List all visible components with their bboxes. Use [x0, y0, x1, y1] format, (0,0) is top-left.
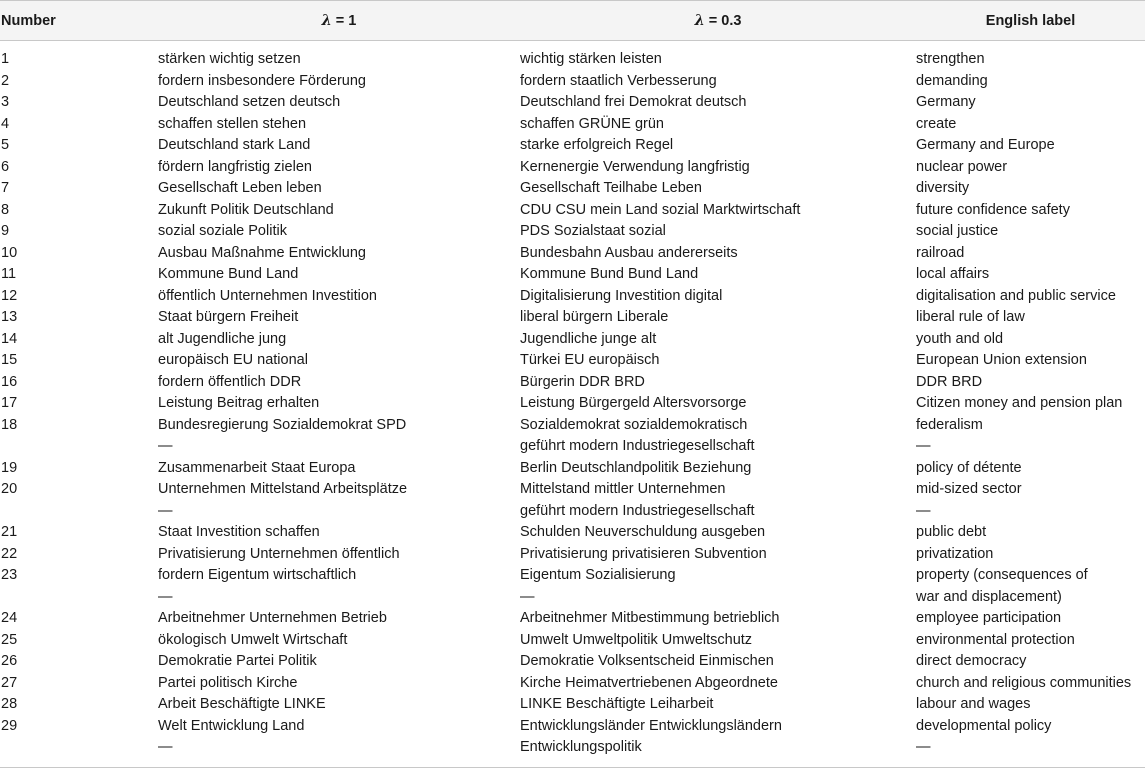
- lambda-0-3-terms: [520, 200, 916, 222]
- table-row: [0, 479, 1145, 522]
- lambda-1-terms: [158, 372, 520, 394]
- lambda-1-terms-line: Deutschland setzen deutsch: [158, 94, 341, 110]
- lambda-1-terms-line: fordern insbesondere Förderung: [158, 72, 366, 89]
- lambda-0-3-terms: [520, 221, 916, 243]
- english-label-line: future confidence safety: [916, 201, 1070, 218]
- row-number: 28: [1, 696, 18, 712]
- english-label: [916, 41, 1145, 71]
- row-number: 14: [1, 330, 18, 347]
- lambda-0-3-terms: [520, 673, 916, 695]
- lambda-0-3-terms: [520, 178, 916, 200]
- lambda-0-3-terms: [520, 135, 916, 157]
- lambda-0-3-terms-line: Bürgerin DDR BRD: [520, 373, 645, 390]
- lambda-0-3-terms-line: CDU CSU mein Land sozial Marktwirtschaft: [520, 201, 801, 218]
- row-number: 22: [1, 545, 18, 562]
- english-label: [916, 544, 1145, 566]
- lambda-1-terms-line: fördern langfristig zielen: [158, 158, 312, 175]
- row-number: 3: [1, 94, 10, 110]
- lambda-1-terms-line: fordern Eigentum wirtschaftlich: [158, 567, 357, 583]
- lambda-1-terms-line: Deutschland stark Land: [158, 137, 311, 153]
- lambda-1-terms-line: Privatisierung Unternehmen öffentlich: [158, 545, 400, 562]
- lambda-0-3-terms: [520, 393, 916, 415]
- row-number: 21: [1, 524, 18, 540]
- lambda-1-terms-line: Gesellschaft Leben leben: [158, 180, 322, 196]
- english-label: [916, 286, 1145, 308]
- lambda-1-terms: [158, 716, 520, 768]
- row-number: 27: [1, 674, 18, 691]
- lambda-0-3-terms-line: Digitalisierung Investition digital: [520, 287, 723, 304]
- lambda-0-3-terms-line: Eigentum Sozialisierung: [520, 567, 676, 583]
- table-row: [0, 178, 1145, 200]
- english-label: [916, 458, 1145, 480]
- table-row: [0, 608, 1145, 630]
- lambda-0-3-terms: [520, 286, 916, 308]
- lambda-0-3-terms: [520, 458, 916, 480]
- lambda-0-3-terms-line: Schulden Neuverschuldung ausgeben: [520, 524, 766, 540]
- row-number: 16: [1, 373, 18, 390]
- lambda-0-3-terms: [520, 479, 916, 522]
- lambda-1-terms: [158, 479, 520, 522]
- lambda-1-terms-line: stärken wichtig setzen: [158, 51, 301, 67]
- lambda-1-terms: [158, 673, 520, 695]
- lambda-0-3-terms: [520, 350, 916, 372]
- lambda-1-terms-line: europäisch EU national: [158, 352, 308, 368]
- lambda-0-3-terms-line: Türkei EU europäisch: [520, 352, 660, 368]
- lambda-1-terms-line: Leistung Beitrag erhalten: [158, 395, 320, 411]
- lambda-0-3-terms: [520, 565, 916, 608]
- lambda-1-terms-line: —: [158, 502, 173, 519]
- row-number: 29: [0, 716, 158, 768]
- lambda-1-terms-line: Arbeit Beschäftigte LINKE: [158, 696, 326, 712]
- english-label: [916, 92, 1145, 114]
- lambda-1-terms: [158, 114, 520, 136]
- english-label: [916, 221, 1145, 243]
- row-number: 15: [1, 352, 18, 368]
- lambda-0-3-terms-line: Deutschland frei Demokrat deutsch: [520, 94, 747, 110]
- english-label-line: digitalisation and public service: [916, 287, 1116, 304]
- row-number: 13: [1, 309, 18, 325]
- lambda-1-terms-line: Staat Investition schaffen: [158, 524, 320, 540]
- lambda-0-3-terms-line: Kirche Heimatvertriebenen Abgeordnete: [520, 674, 778, 691]
- lambda-1-terms-line: öffentlich Unternehmen Investition: [158, 287, 377, 304]
- lambda-value: = 1: [331, 13, 357, 29]
- table-row: [0, 286, 1145, 308]
- table-row: [0, 221, 1145, 243]
- lambda-0-3-terms-line: PDS Sozialstaat sozial: [520, 223, 666, 239]
- lambda-0-3-terms-line: Umwelt Umweltpolitik Umweltschutz: [520, 631, 753, 648]
- lambda-0-3-terms: [520, 157, 916, 179]
- english-label: [916, 630, 1145, 652]
- lambda-0-3-terms-line: Leistung Bürgergeld Altersvorsorge: [520, 395, 747, 411]
- english-label: [916, 716, 1145, 768]
- english-label-line: demanding: [916, 72, 988, 89]
- lambda-1-terms: [158, 71, 520, 93]
- table-row: [0, 329, 1145, 351]
- english-label: [916, 522, 1145, 544]
- table-row: [0, 157, 1145, 179]
- lambda-0-3-terms: [520, 415, 916, 458]
- lambda-0-3-terms: [520, 92, 916, 114]
- table-row: [0, 307, 1145, 329]
- lambda-1-terms: [158, 694, 520, 716]
- row-number: 5: [1, 137, 10, 153]
- english-label-line: diversity: [916, 180, 970, 196]
- lambda-0-3-terms-line: Gesellschaft Teilhabe Leben: [520, 180, 702, 196]
- row-number: 17: [1, 395, 18, 411]
- lambda-0-3-terms-line: Entwicklungspolitik: [520, 739, 642, 755]
- lambda-1-terms: [158, 221, 520, 243]
- lambda-0-3-terms-line: Jugendliche junge alt: [520, 330, 657, 347]
- lambda-1-terms-line: Zusammenarbeit Staat Europa: [158, 459, 356, 476]
- english-label-line: developmental policy: [916, 717, 1052, 734]
- english-label-line: mid-sized sector: [916, 481, 1022, 497]
- lambda-1-terms: [158, 608, 520, 630]
- english-label: [916, 178, 1145, 200]
- table-row: [0, 350, 1145, 372]
- table-row: [0, 372, 1145, 394]
- lambda-0-3-terms: [520, 544, 916, 566]
- lambda-0-3-terms-line: Arbeitnehmer Mitbestimmung betrieblich: [520, 610, 780, 626]
- english-label: [916, 372, 1145, 394]
- header-lambda-0-3: [520, 1, 916, 41]
- english-label: [916, 673, 1145, 695]
- header-row: [0, 1, 1145, 41]
- lambda-0-3-terms: [520, 694, 916, 716]
- lambda-1-terms-line: —: [158, 588, 173, 605]
- lambda-1-terms: [158, 393, 520, 415]
- lambda-0-3-terms: [520, 716, 916, 768]
- english-label: [916, 651, 1145, 673]
- english-label: [916, 565, 1145, 608]
- lambda-0-3-terms-line: schaffen GRÜNE grün: [520, 115, 664, 132]
- lambda-1-terms: [158, 157, 520, 179]
- row-number: 2: [1, 72, 10, 89]
- english-label: [916, 479, 1145, 522]
- header-english-label: English label: [916, 1, 1145, 41]
- lambda-0-3-terms-line: Mittelstand mittler Unternehmen: [520, 481, 726, 497]
- row-number: 4: [1, 115, 10, 132]
- lambda-0-3-terms-line: LINKE Beschäftigte Leiharbeit: [520, 696, 714, 712]
- row-number: 18: [1, 416, 18, 433]
- row-number: 25: [1, 631, 18, 648]
- lambda-1-terms: [158, 41, 520, 71]
- lambda-1-terms-line: Kommune Bund Land: [158, 266, 299, 282]
- table-row: [0, 264, 1145, 286]
- english-label-line: DDR BRD: [916, 373, 983, 390]
- lambda-0-3-terms: [520, 264, 916, 286]
- lambda-0-3-terms: [520, 522, 916, 544]
- lambda-1-terms-line: Ausbau Maßnahme Entwicklung: [158, 244, 366, 261]
- lambda-0-3-terms-line: fordern staatlich Verbesserung: [520, 72, 717, 89]
- english-label-line: federalism: [916, 416, 983, 433]
- english-label: [916, 200, 1145, 222]
- row-number: 24: [1, 610, 18, 626]
- lambda-1-terms-line: Partei politisch Kirche: [158, 674, 298, 691]
- lambda-0-3-terms-line: starke erfolgreich Regel: [520, 137, 674, 153]
- lambda-1-terms-line: alt Jugendliche jung: [158, 330, 287, 347]
- lambda-value: = 0.3: [704, 13, 742, 29]
- english-label-line: railroad: [916, 244, 965, 261]
- lambda-0-3-terms-line: —: [520, 588, 535, 605]
- table-row: [0, 200, 1145, 222]
- lambda-0-3-terms-line: liberal bürgern Liberale: [520, 309, 669, 325]
- english-label-line: liberal rule of law: [916, 309, 1025, 325]
- lambda-1-terms: [158, 651, 520, 673]
- english-label: [916, 157, 1145, 179]
- lambda-1-terms: [158, 178, 520, 200]
- table-row: [0, 41, 1145, 71]
- row-number: 20: [1, 481, 18, 497]
- lambda-0-3-terms: [520, 243, 916, 265]
- english-label-line: —: [916, 739, 931, 755]
- lambda-0-3-terms: [520, 651, 916, 673]
- table-row: [0, 522, 1145, 544]
- english-label: [916, 329, 1145, 351]
- table-row: [0, 114, 1145, 136]
- lambda-1-terms-line: sozial soziale Politik: [158, 223, 287, 239]
- lambda-0-3-terms-line: Entwicklungsländer Entwicklungsländern: [520, 717, 782, 734]
- english-label-line: nuclear power: [916, 158, 1008, 175]
- lambda-1-terms: [158, 329, 520, 351]
- table-row: [0, 544, 1145, 566]
- table-row: [0, 415, 1145, 458]
- english-label-line: labour and wages: [916, 696, 1031, 712]
- lambda-0-3-terms: [520, 114, 916, 136]
- english-label-line: social justice: [916, 223, 999, 239]
- english-label-line: —: [916, 438, 931, 454]
- lambda-1-terms-line: fordern öffentlich DDR: [158, 373, 302, 390]
- lambda-0-3-terms-line: wichtig stärken leisten: [520, 51, 662, 67]
- lambda-0-3-terms: [520, 307, 916, 329]
- lambda-0-3-terms-line: Kommune Bund Bund Land: [520, 266, 699, 282]
- lambda-1-terms-line: Staat bürgern Freiheit: [158, 309, 299, 325]
- english-label-line: property (consequences of: [916, 567, 1088, 583]
- lambda-1-terms: [158, 243, 520, 265]
- english-label: [916, 608, 1145, 630]
- row-number: 8: [1, 201, 10, 218]
- lambda-1-terms-line: Welt Entwicklung Land: [158, 717, 305, 734]
- lambda-1-terms: [158, 135, 520, 157]
- table-row: [0, 630, 1145, 652]
- lambda-1-terms-line: schaffen stellen stehen: [158, 115, 307, 132]
- english-label-line: church and religious communities: [916, 674, 1132, 691]
- lambda-1-terms-line: Zukunft Politik Deutschland: [158, 201, 334, 218]
- english-label: [916, 71, 1145, 93]
- english-label-line: Germany: [916, 94, 976, 110]
- english-label-line: Citizen money and pension plan: [916, 395, 1123, 411]
- lambda-1-terms: [158, 200, 520, 222]
- english-label: [916, 350, 1145, 372]
- english-label-line: privatization: [916, 545, 994, 562]
- lambda-symbol: λ: [694, 12, 705, 29]
- lambda-1-terms: [158, 458, 520, 480]
- english-label-line: public debt: [916, 524, 987, 540]
- english-label-line: strengthen: [916, 51, 985, 67]
- english-label: [916, 114, 1145, 136]
- table-row: [0, 458, 1145, 480]
- lambda-1-terms-line: Demokratie Partei Politik: [158, 653, 317, 669]
- lambda-1-terms: [158, 92, 520, 114]
- table-row: [0, 565, 1145, 608]
- lambda-1-terms-line: Bundesregierung Sozialdemokrat SPD: [158, 416, 407, 433]
- row-number: 12: [1, 287, 18, 304]
- lambda-0-3-terms: [520, 71, 916, 93]
- lambda-0-3-terms-line: geführt modern Industriegesellschaft: [520, 438, 755, 454]
- lambda-0-3-terms: [520, 41, 916, 71]
- english-label: [916, 135, 1145, 157]
- lambda-0-3-terms-line: Bundesbahn Ausbau andererseits: [520, 244, 738, 261]
- english-label: [916, 415, 1145, 458]
- english-label-line: European Union extension: [916, 352, 1087, 368]
- english-label: [916, 264, 1145, 286]
- table-row: [0, 651, 1145, 673]
- table-body: [0, 41, 1145, 768]
- row-number: 26: [1, 653, 18, 669]
- lambda-0-3-terms-line: Sozialdemokrat sozialdemokratisch: [520, 416, 748, 433]
- lambda-0-3-terms-line: Privatisierung privatisieren Subvention: [520, 545, 767, 562]
- row-number: 11: [1, 266, 17, 282]
- header-lambda-1: [158, 1, 520, 41]
- lambda-1-terms: [158, 415, 520, 458]
- english-label-line: employee participation: [916, 610, 1062, 626]
- english-label-line: local affairs: [916, 266, 990, 282]
- lambda-1-terms: [158, 630, 520, 652]
- header-number: Number: [0, 1, 158, 41]
- english-label: [916, 393, 1145, 415]
- lambda-0-3-terms: [520, 608, 916, 630]
- lambda-0-3-terms-line: Berlin Deutschlandpolitik Beziehung: [520, 459, 752, 476]
- lambda-1-terms-line: —: [158, 438, 173, 454]
- english-label-line: —: [916, 502, 931, 519]
- lambda-1-terms: [158, 264, 520, 286]
- english-label-line: environmental protection: [916, 631, 1075, 648]
- lambda-1-terms: [158, 350, 520, 372]
- table-row: [0, 71, 1145, 93]
- english-label-line: direct democracy: [916, 653, 1027, 669]
- english-label-line: youth and old: [916, 330, 1004, 347]
- lambda-symbol: λ: [321, 12, 332, 29]
- table-row: [0, 694, 1145, 716]
- lambda-1-terms: [158, 522, 520, 544]
- row-number: 6: [1, 158, 10, 175]
- english-label-line: create: [916, 115, 957, 132]
- row-number: 9: [1, 223, 10, 239]
- lambda-0-3-terms: [520, 630, 916, 652]
- row-number: 10: [1, 244, 18, 261]
- lambda-1-terms: [158, 286, 520, 308]
- english-label-line: war and displacement): [916, 588, 1062, 605]
- english-label: [916, 307, 1145, 329]
- lambda-1-terms-line: Arbeitnehmer Unternehmen Betrieb: [158, 610, 387, 626]
- table-row: [0, 135, 1145, 157]
- lambda-0-3-terms-line: Demokratie Volksentscheid Einmischen: [520, 653, 774, 669]
- table-row: [0, 673, 1145, 695]
- english-label-line: Germany and Europe: [916, 137, 1055, 153]
- table-row: [0, 92, 1145, 114]
- table-row: [0, 243, 1145, 265]
- lambda-1-terms-line: ökologisch Umwelt Wirtschaft: [158, 631, 348, 648]
- row-number: 1: [1, 51, 10, 67]
- row-number: 19: [1, 459, 18, 476]
- row-number: 23: [1, 567, 18, 583]
- lambda-1-terms: [158, 544, 520, 566]
- lambda-0-3-terms: [520, 329, 916, 351]
- lambda-0-3-terms-line: geführt modern Industriegesellschaft: [520, 502, 755, 519]
- row-number: 7: [1, 180, 10, 196]
- lambda-0-3-terms: [520, 372, 916, 394]
- lambda-1-terms-line: —: [158, 739, 173, 755]
- english-label-line: policy of détente: [916, 459, 1022, 476]
- lambda-1-terms: [158, 307, 520, 329]
- table-row: [0, 716, 1145, 768]
- lambda-0-3-terms-line: Kernenergie Verwendung langfristig: [520, 158, 750, 175]
- table-row: [0, 393, 1145, 415]
- table-header: [0, 1, 1145, 41]
- english-label: [916, 243, 1145, 265]
- lambda-1-terms-line: Unternehmen Mittelstand Arbeitsplätze: [158, 481, 408, 497]
- english-label: [916, 694, 1145, 716]
- lambda-1-terms: [158, 565, 520, 608]
